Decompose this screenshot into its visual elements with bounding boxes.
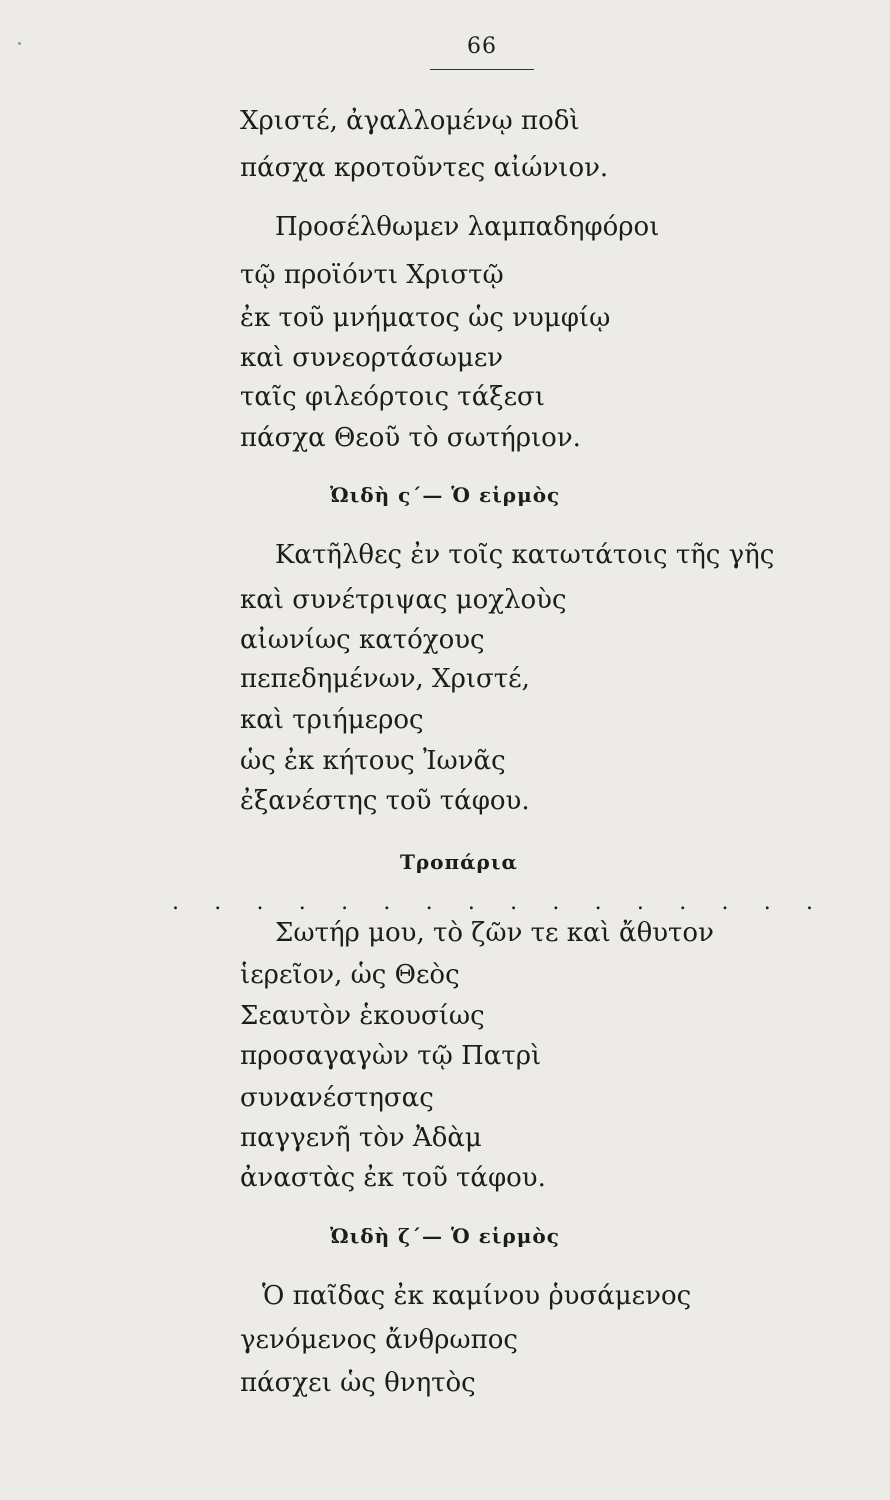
ellipsis-dot: . <box>679 890 687 915</box>
ellipsis-dot: . <box>214 890 222 915</box>
ellipsis-dot: . <box>805 890 813 915</box>
ellipsis-dot: . <box>425 890 433 915</box>
verse-line: Χριστέ, ἀγαλλομένῳ ποδὶ <box>240 106 580 136</box>
verse-line: καὶ συνεορτάσωμεν <box>240 343 504 373</box>
verse-line: καὶ τριήμερος <box>240 705 424 735</box>
verse-line: ταῖς φιλεόρτοις τάξεσι <box>240 382 545 412</box>
page-number: 66 <box>467 34 497 59</box>
verse-line: Σωτήρ μου, τὸ ζῶν τε καὶ ἄθυτον <box>275 918 714 948</box>
verse-line: ἀναστὰς ἐκ τοῦ τάφου. <box>240 1163 546 1193</box>
ellipsis-dot: . <box>763 890 771 915</box>
ode-6-heading: Ὠιδὴ ς΄— Ὁ εἱρμὸς <box>330 483 561 507</box>
verse-line: Κατῆλθες ἐν τοῖς κατωτάτοις τῆς γῆς <box>275 540 775 570</box>
ellipsis-dot: . <box>467 890 475 915</box>
ellipsis-dots <box>172 892 812 914</box>
verse-line: προσαγαγὼν τῷ Πατρὶ <box>240 1041 542 1071</box>
verse-line: πεπεδημένων, Χριστέ, <box>240 664 530 694</box>
ellipsis-dot: . <box>341 890 349 915</box>
verse-line: γενόμενος ἄνθρωπος <box>240 1325 518 1355</box>
verse-line: πάσχα Θεοῦ τὸ σωτήριον. <box>240 423 581 453</box>
verse-line: Σεαυτὸν ἑκουσίως <box>240 1001 485 1031</box>
ellipsis-dot: . <box>552 890 560 915</box>
verse-line: ἱερεῖον, ὡς Θεὸς <box>240 960 460 990</box>
margin-speck <box>18 42 21 45</box>
verse-line: Ὁ παῖδας ἐκ καμίνου ῥυσάμενος <box>262 1281 692 1311</box>
ellipsis-dot: . <box>636 890 644 915</box>
ellipsis-dot: . <box>721 890 729 915</box>
verse-line: ὡς ἐκ κήτους Ἰωνᾶς <box>240 746 506 776</box>
verse-line: καὶ συνέτριψας μοχλοὺς <box>240 585 567 615</box>
ellipsis-dot: . <box>383 890 391 915</box>
verse-line: πάσχα κροτοῦντες αἰώνιον. <box>240 153 609 183</box>
ellipsis-dot: . <box>256 890 264 915</box>
page-number-rule <box>430 69 534 70</box>
verse-line: πάσχει ὡς θνητὸς <box>240 1368 476 1398</box>
verse-line: Προσέλθωμεν λαμπαδηφόροι <box>275 212 660 242</box>
verse-line: ἐξανέστης τοῦ τάφου. <box>240 786 530 816</box>
ellipsis-dot: . <box>298 890 306 915</box>
ellipsis-dot: . <box>594 890 602 915</box>
verse-line: ἐκ τοῦ μνήματος ὡς νυμφίῳ <box>240 303 611 333</box>
ellipsis-dot: . <box>172 890 179 915</box>
verse-line: παγγενῆ τὸν Ἀδὰμ <box>240 1123 482 1153</box>
verse-line: αἰωνίως κατόχους <box>240 625 485 655</box>
verse-line: τῷ προϊόντι Χριστῷ <box>240 260 504 290</box>
ode-7-heading: Ὠιδὴ ζ΄— Ὁ εἱρμὸς <box>330 1224 560 1248</box>
troparia-heading: Τροπάρια <box>400 850 518 874</box>
verse-line: συνανέστησας <box>240 1083 434 1113</box>
ellipsis-dot: . <box>510 890 518 915</box>
